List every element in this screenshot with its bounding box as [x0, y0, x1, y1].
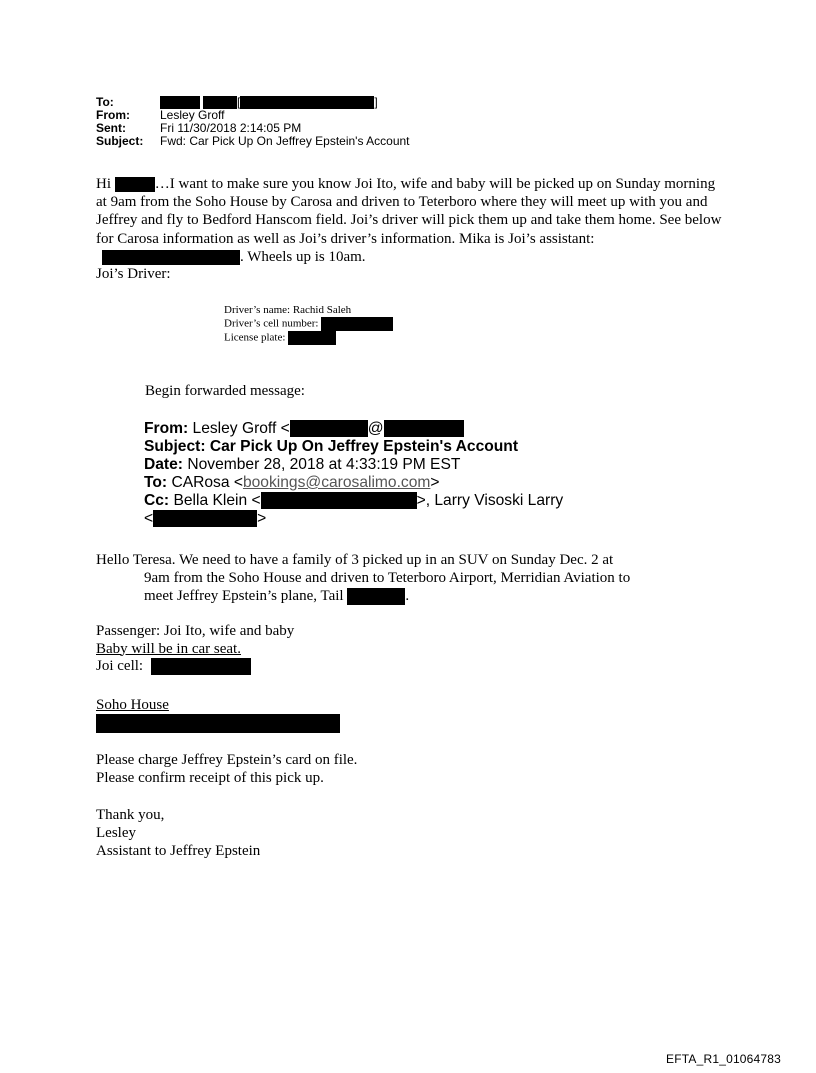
driver-info [224, 304, 393, 345]
driver-name: Driver’s name: Rachid Saleh [224, 304, 352, 316]
forwarded-label: Begin forwarded message: [145, 383, 305, 399]
to-row [96, 96, 410, 109]
fwd-cc-value-2: >, Larry Visoski Larry [416, 492, 564, 509]
email-header [96, 96, 410, 148]
closing-block [96, 806, 260, 861]
joi-cell-row [96, 658, 294, 676]
signature-title: Assistant to Jeffrey Epstein [96, 843, 261, 860]
charge-line: Please charge Jeffrey Epstein’s card on file. [96, 752, 358, 768]
fwd-cc-label: Cc: [144, 492, 170, 509]
fwd-date-row [144, 456, 563, 474]
confirm-line: Please confirm receipt of this pick up. [96, 770, 324, 786]
joi-cell-label: Joi cell: [96, 658, 144, 675]
cc-open: < [144, 510, 154, 527]
redaction-block [384, 420, 464, 437]
fwd-subject: Subject: Car Pick Up On Jeffrey Epstein's Account [144, 438, 519, 455]
signature-name: Lesley [96, 825, 136, 842]
redaction-block [290, 420, 368, 437]
license-plate-row [224, 331, 393, 345]
from-value: Lesley Groff [160, 108, 225, 122]
redaction-block [115, 177, 155, 192]
fwd-from-value: Lesley Groff < [192, 420, 290, 437]
message-tail-text: meet Jeffrey Epstein’s plane, Tail [144, 588, 344, 605]
subject-value: Fwd: Car Pick Up On Jeffrey Epstein's Account [160, 134, 410, 148]
intro-text: …I want to make sure you know Joi Ito, wife and baby will be picked up on Sunday morning at 9am from the Soho House by Carosa and driven to Teterboro where they will meet up with you and Jeffrey and fly to Bedford Hanscom field. Joi’s driver will pick them up and take them home. See below for Carosa information as well as Joi’s driver’s information. Mika is Joi’s assistant: [96, 176, 722, 247]
driver-cell-row [224, 317, 393, 331]
redaction-block [288, 331, 336, 345]
fwd-from-label: From: [144, 420, 189, 437]
fwd-to-name: CARosa < [171, 474, 243, 491]
to-bracket-close: ] [374, 95, 378, 109]
fwd-to-close: > [430, 474, 440, 491]
license-plate-label: License plate: [224, 331, 286, 344]
to-bracket-open: [ [237, 95, 241, 109]
fwd-to-email-link[interactable]: bookings@carosalimo.com [242, 474, 431, 491]
document-id: EFTA_R1_01064783 [666, 1052, 782, 1066]
fwd-date-label: Date: [144, 456, 183, 473]
fwd-from-row [144, 420, 563, 438]
redaction-block [96, 714, 340, 733]
greeting: Hi [96, 176, 111, 192]
at-sign: @ [367, 420, 384, 437]
fwd-cc-value: Bella Klein < [173, 492, 261, 509]
message-line-tail [96, 587, 716, 605]
fwd-cc-row-2 [144, 510, 563, 528]
redaction-block [153, 510, 257, 527]
sent-value: Fri 11/30/2018 2:14:05 PM [160, 121, 302, 135]
fwd-date-value: November 28, 2018 at 4:33:19 PM EST [187, 456, 461, 473]
charge-block [96, 751, 357, 787]
subject-row [96, 135, 410, 148]
cc-close: > [257, 510, 267, 527]
message-line: 9am from the Soho House and driven to Teterboro Airport, Merridian Aviation to [144, 570, 631, 587]
fwd-to-row [144, 474, 563, 492]
intro-text-end: . Wheels up is 10am. [240, 248, 366, 265]
redaction-block [261, 492, 417, 509]
car-seat-line: Baby will be in car seat. [96, 640, 241, 657]
message-line: Hello Teresa. We need to have a family of 3 picked up in an SUV on Sunday Dec. 2 at [96, 552, 614, 568]
thanks-line: Thank you, [96, 807, 165, 823]
soho-block [96, 696, 340, 733]
message-tail-end: . [405, 588, 410, 605]
passenger-block [96, 623, 294, 676]
fwd-cc-row [144, 492, 563, 510]
fwd-to-label: To: [144, 474, 168, 491]
redaction-block [151, 658, 251, 675]
to-label: To: [96, 95, 114, 109]
redaction-block [347, 588, 405, 605]
intro-paragraph [96, 175, 728, 266]
fwd-subject-row [144, 438, 563, 456]
message-body [96, 551, 716, 606]
redaction-block [102, 250, 240, 265]
from-label: From: [96, 108, 130, 122]
driver-title: Joi’s Driver: [96, 266, 171, 282]
soho-house-line: Soho House [96, 697, 169, 713]
redaction-block [240, 96, 374, 109]
sent-label: Sent: [96, 121, 126, 135]
driver-cell-label: Driver’s cell number: [224, 317, 319, 330]
subject-label: Subject: [96, 134, 144, 148]
forwarded-header [144, 420, 563, 528]
redaction-block [321, 317, 393, 331]
passenger-line: Passenger: Joi Ito, wife and baby [96, 623, 295, 639]
